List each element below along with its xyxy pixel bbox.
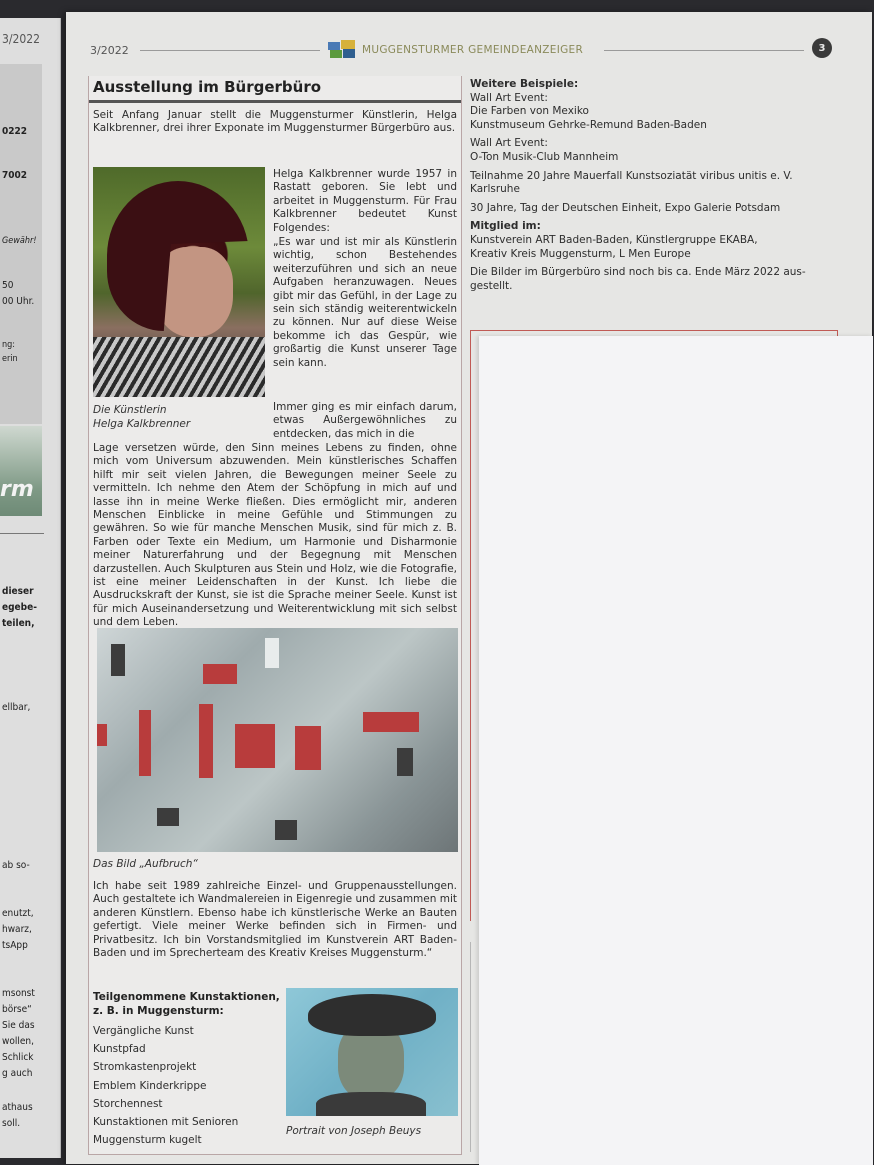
left-page-fragment: dieser [2, 586, 34, 597]
list-item: Kunstaktionen mit Senioren [93, 1116, 239, 1129]
example-line: Karlsruhe [470, 183, 520, 196]
left-page-fragment: hwarz, [2, 924, 32, 935]
left-page-fragment: enutzt, [2, 908, 34, 919]
kunstaktionen-heading-line1: Teilgenommene Kunstaktionen, [93, 991, 280, 1003]
left-page-fragment: ng: [2, 340, 16, 350]
example-line: Wall Art Event: [470, 137, 548, 150]
painting-caption: Das Bild „Aufbruch“ [93, 858, 198, 870]
example-line: Wall Art Event: [470, 91, 548, 104]
left-page-fragment: 00 Uhr. [2, 296, 35, 307]
left-page-fragment: tsApp [2, 940, 28, 951]
list-item: Kunstpfad [93, 1043, 146, 1056]
left-page-fragment: athaus [2, 1102, 33, 1113]
publication-name: MUGGENSTURMER GEMEINDEANZEIGER [362, 44, 584, 56]
artist-photo [93, 167, 265, 397]
member-heading: Mitglied im: [470, 220, 541, 233]
portrait-caption: Portrait von Joseph Beuys [286, 1125, 422, 1137]
left-page-fragment: ab so- [2, 860, 30, 871]
left-page-fragment: 0222 [2, 126, 28, 137]
example-line: Die Farben von Mexiko [470, 105, 589, 118]
example-line: Teilnahme 20 Jahre Mauerfall Kunstsoziatät viribus unitis e. V. [470, 169, 793, 182]
article-intro: Seit Anfang Januar stellt die Muggensturmer Künstlerin, Helga Kalkbrenner, drei ihrer Exponate im Muggensturmer Bürgerbüro aus. [93, 109, 457, 135]
artist-caption-line2: Helga Kalkbrenner [93, 418, 191, 430]
list-item: Vergängliche Kunst [93, 1025, 194, 1037]
left-page-fragment: wollen, [2, 1036, 34, 1047]
beuys-portrait-image [286, 988, 458, 1116]
kunstaktionen-list [93, 1022, 238, 1149]
example-line: 30 Jahre, Tag der Deutschen Einheit, Expo Galerie Potsdam [470, 201, 781, 214]
header-rule [140, 50, 320, 51]
left-page-green-logo: rm [0, 426, 42, 516]
kunstaktionen-heading [93, 991, 280, 1018]
left-page-fragment: Sie das [2, 1020, 35, 1031]
example-line: Kunstmuseum Gehrke-Remund Baden-Baden [470, 118, 707, 131]
left-page-fragment: börse“ [2, 1004, 32, 1015]
left-page-rule [0, 533, 44, 534]
left-page-issue: 3/2022 [2, 32, 40, 46]
artist-exhibitions: Ich habe seit 1989 zahlreiche Einzel- und Gruppenausstellungen. Auch gestaltete ich Wandmalereien in Eigenregie und zusammen mit anderen Künstlern. Ebenso habe ich künstlerische Werke an Bauten gefertigt. Viele meiner Werke befinden sich in Firmen- und Privatbesitz. Ich bin Vorstandsmitglied im Kunstverein ART Baden-Baden und im Sprecherteam des Kreativ Kreises Muggensturm.“ [93, 880, 457, 960]
page-header [90, 38, 860, 64]
example-line: O-Ton Musik-Club Mannheim [470, 150, 619, 163]
header-rule [604, 50, 804, 51]
issue-number: 3/2022 [90, 44, 129, 57]
left-page-fragment: teilen, [2, 618, 35, 629]
left-page-fragment: soll. [2, 1118, 21, 1129]
page-number: 3 [812, 38, 832, 58]
left-page-fragment: g auch [2, 1068, 33, 1079]
kunstaktionen-heading-line2: z. B. in Muggensturm: [93, 1004, 224, 1017]
left-page-fragment: ellbar, [2, 702, 31, 713]
artist-quote-3: Lage versetzen würde, den Sinn meines Lebens zu finden, ohne mich vom Universum abzuwenden. Mein künstlerisches Schaffen hilft mir seit vielen Jahren, die Bewegungen meiner Seele zu vermitteln. Ich nehme den Atem der Schöpfung in mich auf und lasse ihn in meine Werke fließen. Dies ermöglicht mir, anderen Menschen Einblicke in meine Gefühle und Stimmungen zu gewähren. So wie für manche Menschen Musik, sind für mich z. B. Farben oder Texte ein Medium, um Harmonie und Disharmonie meiner Naturerfahrung und der Begegnung mit Menschen darzustellen. Auch Skulpturen aus Stein und Holz, wie die Fotografie, ist eine meiner Leidenschaften in der Kunst. Ich liebe die Ausdruckskraft der Kunst, sie ist die Sprache meiner Seele. Kunst ist für mich Auseinandersetzung und Weiterentwicklung mit sich selbst und dem Leben. [93, 442, 457, 629]
closing-line: gestellt. [470, 279, 513, 292]
closing-line: Die Bilder im Bürgerbüro sind noch bis ca. Ende März 2022 aus- [470, 266, 806, 279]
list-item: Muggensturm kugelt [93, 1134, 202, 1147]
member-line: Kreativ Kreis Muggensturm, L Men Europe [470, 247, 691, 260]
article-headline: Ausstellung im Bürgerbüro [93, 78, 322, 96]
left-page-fragment: 50 [2, 280, 14, 291]
blank-paper-cover [479, 336, 873, 1165]
left-page-fragment: Schlick [2, 1052, 34, 1063]
artist-quote-1: „Es war und ist mir als Künstlerin wichtig, schon Bestehendes weiterzuführen und sich an neue Aufgaben heranzuwagen. Neues gibt mir das Gefühl, in der Lage zu sein sich ständig weiterentwickeln zu können. Nur auf diese Weise bekomme ich das Gespür, wie großartig die Kunst unserer Tage sein kann. [273, 236, 457, 369]
left-page-fragment: erin [2, 354, 18, 364]
right-column [470, 78, 850, 293]
list-item: Stromkastenprojekt [93, 1061, 197, 1074]
artist-bio: Helga Kalkbrenner wurde 1957 in Rastatt geboren. Sie lebt und arbeitet in Muggensturm. Für Frau Kalkbrenner bedeutet Kunst Folgendes: [273, 168, 457, 234]
examples-heading: Weitere Beispiele: [470, 78, 579, 90]
left-page-fragment: 7002 [2, 170, 28, 181]
artist-quote-2: Immer ging es mir einfach darum, etwas Außergewöhnliches zu entdecken, das mich in die [273, 401, 457, 440]
left-page-fragment: Gewähr! [2, 236, 37, 246]
article-ausstellung [88, 76, 462, 1155]
member-line: Kunstverein ART Baden-Baden, Künstlergruppe EKABA, [470, 233, 758, 246]
artist-caption-line1: Die Künstlerin [93, 404, 167, 416]
left-page-fragment: msonst [2, 988, 35, 999]
list-item: Storchennest [93, 1097, 163, 1110]
left-page-fragment: egebe- [2, 602, 37, 613]
municipality-logo-icon [326, 38, 358, 60]
previous-page-strip [0, 18, 61, 1158]
list-item: Emblem Kinderkrippe [93, 1079, 207, 1092]
painting-aufbruch-image [97, 628, 458, 852]
headline-rule [89, 100, 461, 103]
